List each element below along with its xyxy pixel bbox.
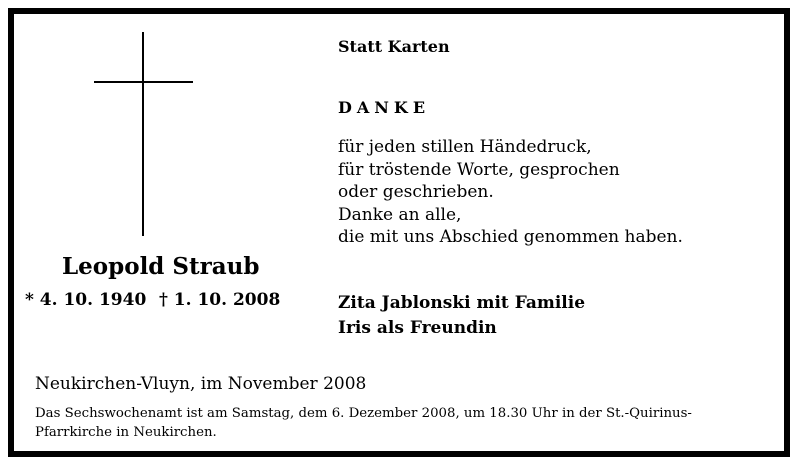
cross-vertical-bar — [142, 32, 144, 236]
statt-karten-heading: Statt Karten — [338, 37, 450, 56]
verse-line: für jeden stillen Händedruck, — [338, 137, 592, 157]
death-date: † 1. 10. 2008 — [159, 290, 281, 310]
deceased-name: Leopold Straub — [62, 253, 260, 280]
verse-line: Danke an alle, — [338, 204, 462, 225]
thank-you-verse — [338, 136, 683, 249]
notice-line: Das Sechswochenamt ist am Samstag, dem 6. Dezember 2008, um 18.30 Uhr in der St.-Quirinus- — [35, 406, 692, 421]
danke-heading: DANKE — [338, 98, 431, 117]
mass-notice — [35, 404, 692, 442]
place-and-date: Neukirchen-Vluyn, im November 2008 — [35, 374, 367, 394]
family-line: Iris als Freundin — [338, 318, 497, 338]
family-line: Zita Jablonski mit Familie — [338, 293, 586, 313]
cross-horizontal-bar — [94, 81, 193, 83]
birth-date: * 4. 10. 1940 — [25, 290, 147, 310]
verse-line: oder geschrieben. — [338, 182, 494, 202]
family-signature — [338, 291, 585, 341]
notice-line: Pfarrkirche in Neukirchen. — [35, 425, 217, 440]
verse-line: für tröstende Worte, gesprochen — [338, 159, 620, 180]
verse-line: die mit uns Abschied genommen haben. — [338, 227, 683, 247]
